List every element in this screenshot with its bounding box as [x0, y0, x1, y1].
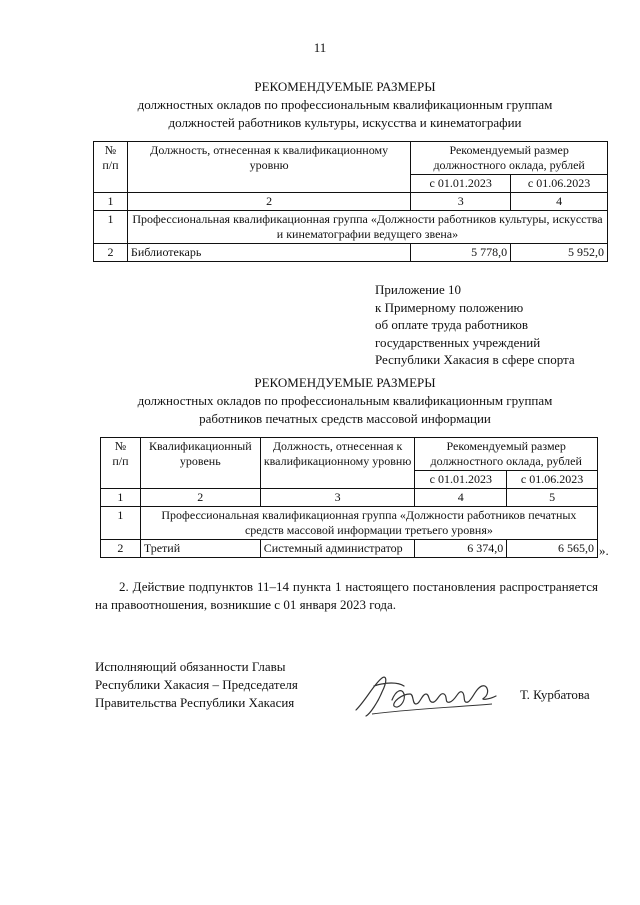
- t1-group-num: 1: [94, 211, 128, 244]
- t2-row-position: Системный администратор: [260, 540, 415, 558]
- signatory-line: Республики Хакасия – Председателя: [95, 677, 298, 692]
- t1-colnum: 4: [511, 193, 608, 211]
- appendix-line: государственных учреждений: [375, 334, 541, 350]
- t2-header-num: № п/п: [101, 438, 141, 489]
- appendix-line: об оплате труда работников: [375, 317, 529, 332]
- t2-date2: с 01.06.2023: [507, 471, 598, 489]
- t2-row-val2: 6 565,0: [507, 540, 598, 558]
- t2-header-level: Квалификационный уровень: [140, 438, 260, 489]
- t1-colnum: 3: [411, 193, 511, 211]
- t1-row-val1: 5 778,0: [411, 244, 511, 262]
- appendix-line: Приложение 10: [375, 282, 462, 297]
- t2-header-salary: Рекомендуемый размер должностного оклада, рублей: [415, 438, 598, 471]
- t2-colnum: 2: [140, 489, 260, 507]
- section2-subtitle-1: должностных окладов по профессиональным квалификационным группам: [137, 393, 553, 408]
- t2-row-val1: 6 374,0: [415, 540, 507, 558]
- t1-colnum: 2: [127, 193, 410, 211]
- t1-header-position: Должность, отнесенная к квалификационному уровню: [127, 142, 410, 193]
- t1-header-salary: Рекомендуемый размер должностного оклада, рублей: [411, 142, 608, 175]
- closing-quote: ».: [599, 543, 609, 558]
- t1-row-val2: 5 952,0: [511, 244, 608, 262]
- appendix-line: к Примерному положению: [375, 299, 524, 315]
- page-number: 11: [313, 40, 327, 55]
- t2-colnum: 1: [101, 489, 141, 507]
- signatory-line: Правительства Республики Хакасия: [95, 695, 295, 710]
- salary-table-media: [100, 437, 598, 558]
- t1-row-position: Библиотекарь: [127, 244, 410, 262]
- salary-table-culture: [93, 141, 608, 262]
- t2-group-text: Профессиональная квалификационная группа «Должности работников печатных средств массовой информации третьего уровня»: [140, 507, 597, 540]
- section1-subtitle-1: должностных окладов по профессиональным квалификационным группам: [137, 97, 553, 112]
- t2-colnum: 3: [260, 489, 415, 507]
- t2-row-level: Третий: [140, 540, 260, 558]
- appendix-line: Республики Хакасия в сфере спорта: [375, 352, 575, 367]
- section1-subtitle-2: должностей работников культуры, искусства и кинематографии: [168, 115, 522, 130]
- section2-subtitle-2: работников печатных средств массовой информации: [199, 411, 491, 426]
- t1-header-num: № п/п: [94, 142, 128, 193]
- signatory-name: Т. Курбатова: [520, 687, 590, 702]
- t1-group-text: Профессиональная квалификационная группа «Должности работников культуры, искусства и кинематографии ведущего звена»: [127, 211, 607, 244]
- t2-group-num: 1: [101, 507, 141, 540]
- paragraph-effect-clause: 2. Действие подпунктов 11–14 пункта 1 настоящего постановления распространяется на правоотношения, возникшие с 01 января 2023 года.: [95, 579, 598, 612]
- t1-date1: с 01.01.2023: [411, 175, 511, 193]
- appendix-block: [375, 281, 575, 369]
- handwritten-signature: [352, 670, 502, 722]
- t2-row-num: 2: [101, 540, 141, 558]
- t1-colnum: 1: [94, 193, 128, 211]
- t2-colnum: 4: [415, 489, 507, 507]
- section1-heading: [60, 78, 630, 132]
- t1-row-num: 2: [94, 244, 128, 262]
- signatory-title: [95, 658, 298, 712]
- t2-header-position: Должность, отнесенная к квалификационному уровню: [260, 438, 415, 489]
- signatory-line: Исполняющий обязанности Главы: [95, 659, 286, 674]
- section2-heading: [60, 374, 630, 428]
- t1-date2: с 01.06.2023: [511, 175, 608, 193]
- t2-colnum: 5: [507, 489, 598, 507]
- section2-title: РЕКОМЕНДУЕМЫЕ РАЗМЕРЫ: [254, 375, 436, 390]
- section1-title: РЕКОМЕНДУЕМЫЕ РАЗМЕРЫ: [254, 79, 436, 94]
- t2-date1: с 01.01.2023: [415, 471, 507, 489]
